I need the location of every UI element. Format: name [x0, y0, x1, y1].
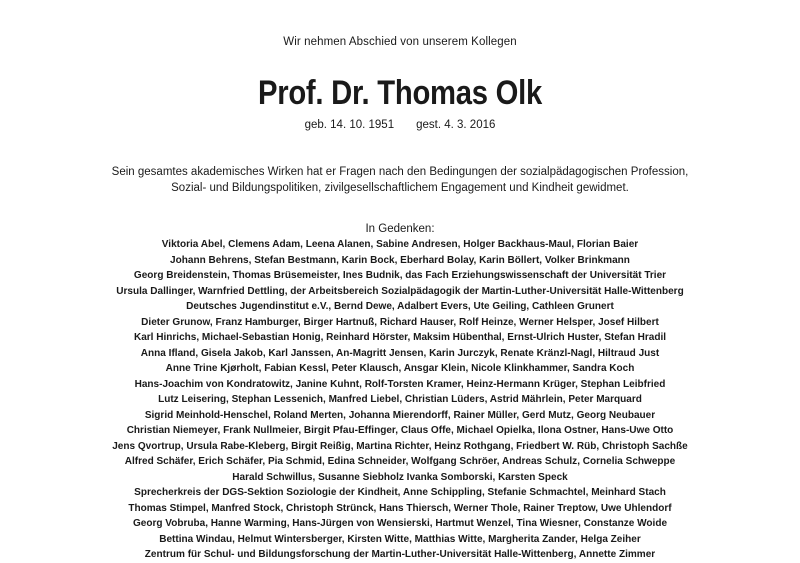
mourners-line: Zentrum für Schul- und Bildungsforschung der Martin-Luther-Universität Halle-Wittenberg, Annette Zimmer — [144, 549, 656, 560]
mourners-line: Georg Vobruba, Hanne Warming, Hans-Jürgen von Wensierski, Hartmut Wenzel, Tina Wiesner, Constanze Woide — [132, 518, 668, 529]
mourners-line: Johann Behrens, Stefan Bestmann, Karin Bock, Eberhard Bolay, Karin Böllert, Volker Brinkmann — [170, 254, 630, 266]
death-date: gest. 4. 3. 2016 — [416, 119, 496, 131]
mourners-line: Anna Ifland, Gisela Jakob, Karl Janssen, An-Magritt Jensen, Karin Jurczyk, Renate Kränzl-Nagl, Hiltraud Just — [140, 347, 660, 359]
mourners-line: Anne Trine Kjørholt, Fabian Kessl, Peter Klausch, Ansgar Klein, Nicole Klinkhammer, Sandra Koch — [165, 363, 635, 374]
mourners-line: Alfred Schäfer, Erich Schäfer, Pia Schmid, Edina Schneider, Wolfgang Schröer, Andreas Schulz, Cornelia Schweppe — [124, 456, 676, 467]
mourners-line: Lutz Leisering, Stephan Lessenich, Manfred Liebel, Christian Lüders, Astrid Mährlein, Peter Marquard — [158, 394, 642, 405]
deceased-name: Prof. Dr. Thomas Olk — [257, 74, 543, 112]
mourners-line: Thomas Stimpel, Manfred Stock, Christoph Strünck, Hans Thiersch, Werner Thole, Rainer Treptow, Uwe Uhlendorf — [128, 502, 672, 514]
intro-line: Wir nehmen Abschied von unserem Kollegen — [283, 36, 517, 48]
mourners-line: Georg Breidenstein, Thomas Brüsemeister, Ines Budnik, das Fach Erziehungswissenschaft der Universität Trier — [133, 270, 667, 281]
mourners-line: Ursula Dallinger, Warnfried Dettling, der Arbeitsbereich Sozialpädagogik der Martin-Luther-Universität Halle-Wittenberg — [116, 285, 684, 297]
mourners-line: Dieter Grunow, Franz Hamburger, Birger Hartnuß, Richard Hauser, Rolf Heinze, Werner Helsper, Josef Hilbert — [141, 316, 659, 328]
life-dates — [0, 119, 800, 131]
memory-label: In Gedenken: — [365, 223, 435, 235]
mourners-list — [0, 237, 800, 563]
mourners-line: Deutsches Jugendinstitut e.V., Bernd Dewe, Adalbert Evers, Ute Geiling, Cathleen Grunert — [186, 301, 614, 312]
mourners-line: Hans-Joachim von Kondratowitz, Janine Kuhnt, Rolf-Torsten Kramer, Heinz-Hermann Krüger, Stephan Leibfried — [134, 378, 666, 390]
tribute-line: Sein gesamtes akademisches Wirken hat er Fragen nach den Bedingungen der sozialpädagogischen Profession, — [111, 166, 689, 178]
mourners-line: Viktoria Abel, Clemens Adam, Leena Alanen, Sabine Andresen, Holger Backhaus-Maul, Florian Baier — [161, 239, 639, 250]
mourners-line: Harald Schwillus, Susanne Siebholz Ivanka Somborski, Karsten Speck — [232, 471, 568, 483]
mourners-line: Karl Hinrichs, Michael-Sebastian Honig, Reinhard Hörster, Maksim Hübenthal, Ernst-Ulrich Huster, Stefan Hradil — [133, 332, 667, 343]
mourners-line: Christian Niemeyer, Frank Nullmeier, Birgit Pfau-Effinger, Claus Offe, Michael Opielka, Ilona Ostner, Hans-Uwe Otto — [126, 425, 674, 436]
mourners-line: Sprecherkreis der DGS-Sektion Soziologie der Kindheit, Anne Schippling, Stefanie Schmachtel, Meinhard Stach — [134, 487, 666, 498]
tribute-line: Sozial- und Bildungspolitiken, zivilgesellschaftlichem Engagement und Kindheit gewidmet. — [171, 182, 629, 194]
birth-date: geb. 14. 10. 1951 — [304, 119, 395, 131]
mourners-line: Bettina Windau, Helmut Wintersberger, Kirsten Witte, Matthias Witte, Margherita Zander, Helga Zeiher — [159, 533, 641, 545]
mourners-line: Sigrid Meinhold-Henschel, Roland Merten, Johanna Mierendorff, Rainer Müller, Gerd Mutz, Georg Neubauer — [144, 409, 656, 421]
tribute-text — [100, 164, 700, 196]
mourners-line: Jens Qvortrup, Ursula Rabe-Kleberg, Birgit Reißig, Martina Richter, Heinz Rothgang, Friedbert W. Rüb, Christoph Sachße — [112, 440, 688, 452]
